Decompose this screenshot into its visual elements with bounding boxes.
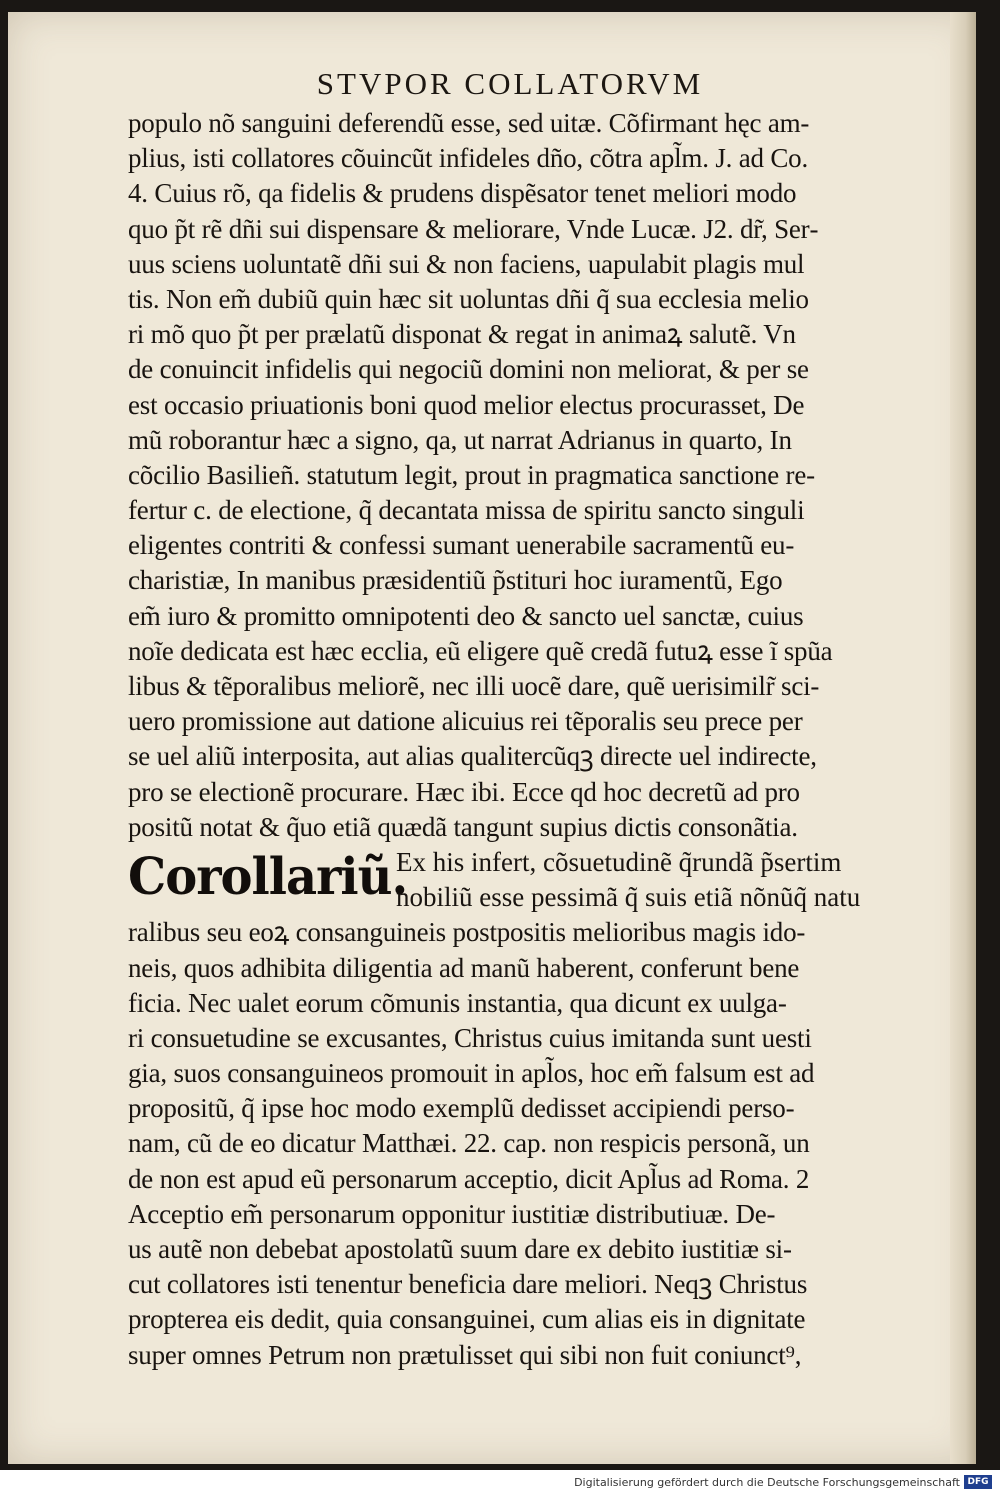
text-line: cut collatores isti tenentur beneficia dare meliori. Neqꝫ Christus <box>128 1269 808 1300</box>
text-line: tis. Non em̃ dubiũ quin hæc sit uoluntas dñi q̃ sua ecclesia melio <box>128 283 809 314</box>
text-line: 4. Cuius rõ, qa fidelis & prudens dispẽsator tenet meliori modo <box>128 178 797 209</box>
paragraph-main <box>128 106 898 845</box>
running-head: STVPOR COLLATORVM <box>316 66 704 101</box>
text-line: fertur c. de electione, q̃ decantata missa de spiritu sancto singuli <box>128 495 805 526</box>
text-line: de conuincit infidelis qui negociũ domini non meliorat, & per se <box>128 354 809 385</box>
text-line: em̃ iuro & promitto omnipotenti deo & sancto uel sanctæ, cuius <box>128 600 804 631</box>
text-line: quo p̃t rẽ dñi sui dispensare & meliorare, Vnde Lucæ. J2. dr̃, Ser‑ <box>128 213 819 244</box>
text-line: libus & tẽporalibus meliorẽ, nec illi uocẽ dare, quẽ uerisimilr̃ sci‑ <box>128 671 820 701</box>
text-line: propterea eis dedit, quia consanguinei, cum alias eis in dignitate <box>128 1304 806 1335</box>
text-line: gia, suos consanguineos promouit in apl̃os, hoc em̃ falsum est ad <box>128 1058 815 1089</box>
text-line: plius, isti collatores cõuincũt infideles dño, cõtra apl̃m. J. ad Co. <box>128 143 809 174</box>
text-line: Ex his infert, cõsuetudinẽ q̃rundã p̃sertim <box>396 846 842 877</box>
text-line: noĩe dedicata est hæc ecclia, eũ eligere quẽ credã futuꝝ esse ĩ spũa <box>128 635 833 666</box>
text-line: est occasio priuationis boni quod melior electus procurasset, De <box>128 389 805 420</box>
text-line: eligentes contriti & confessi sumant uenerabile sacramentũ eu‑ <box>128 530 795 561</box>
corollary-heading: Corollariũ. <box>128 847 408 907</box>
text-line: positũ notat & q̃uo etiã quædã tangunt supius dictis consonãtia. <box>128 811 798 842</box>
text-line: de non est apud eũ personarum acceptio, dicit Apl̃us ad Roma. 2 <box>128 1163 810 1194</box>
text-block <box>128 106 898 1373</box>
page-edge <box>950 12 976 1464</box>
text-line: uus sciens uoluntatẽ dñi sui & non faciens, uapulabit plagis mul <box>128 248 805 279</box>
text-line: nobiliũ esse pessimã q̃ suis etiã nõnũq̃ natu <box>396 882 861 913</box>
text-line: Acceptio em̃ personarum opponitur iustitiæ distributiuæ. De‑ <box>128 1198 776 1229</box>
text-line: propositũ, q̃ ipse hoc modo exemplũ dedisset accipiendi perso‑ <box>128 1093 795 1124</box>
text-line: mũ roborantur hæc a signo, qa, ut narrat Adrianus in quarto, In <box>128 424 792 455</box>
text-line: neis, quos adhibita diligentia ad manũ haberent, conferunt bene <box>128 952 800 983</box>
text-line: ri consuetudine se excusantes, Christus cuius imitanda sunt uesti <box>128 1022 812 1053</box>
text-line: ri mõ quo p̃t per prælatũ disponat & regat in animaꝝ salutẽ. Vn <box>128 319 796 350</box>
text-line: ficia. Nec ualet eorum cõmunis instantia, qua dicunt ex uulga‑ <box>128 987 787 1018</box>
text-line: ralibus seu eoꝝ consanguineis postpositis melioribus magis ido‑ <box>128 917 806 948</box>
text-line: uero promissione aut datione alicuius rei tẽporalis seu prece per <box>128 706 803 737</box>
digitization-footer <box>0 1472 1000 1494</box>
text-line: populo nõ sanguini deferendũ esse, sed uitæ. Cõfirmant hęc am‑ <box>128 108 810 138</box>
corollary-section <box>128 845 898 915</box>
text-line: charistiæ, In manibus præsidentiũ p̃stituri hoc iuramentũ, Ego <box>128 565 783 596</box>
text-line: super omnes Petrum non prætulisset qui sibi non fuit coniunct⁹, <box>128 1339 802 1370</box>
text-line: se uel aliũ interposita, aut alias qualitercũqꝫ directe uel indirecte, <box>128 741 817 772</box>
paragraph-corollary <box>128 915 898 1372</box>
text-line: cõcilio Basilieñ. statutum legit, prout in pragmatica sanctione re‑ <box>128 459 815 490</box>
dfg-logo-icon: DFG <box>964 1475 992 1489</box>
text-line: us autẽ non debebat apostolatũ suum dare ex debito iustitiæ si‑ <box>128 1234 792 1265</box>
text-line: pro se electionẽ procurare. Hæc ibi. Ecce qd hoc decretũ ad pro <box>128 776 800 807</box>
footer-credit: Digitalisierung gefördert durch die Deutsche Forschungsgemeinschaft <box>574 1476 960 1489</box>
text-line: nam, cũ de eo dicatur Matthæi. 22. cap. non respicis personã, un <box>128 1128 810 1159</box>
